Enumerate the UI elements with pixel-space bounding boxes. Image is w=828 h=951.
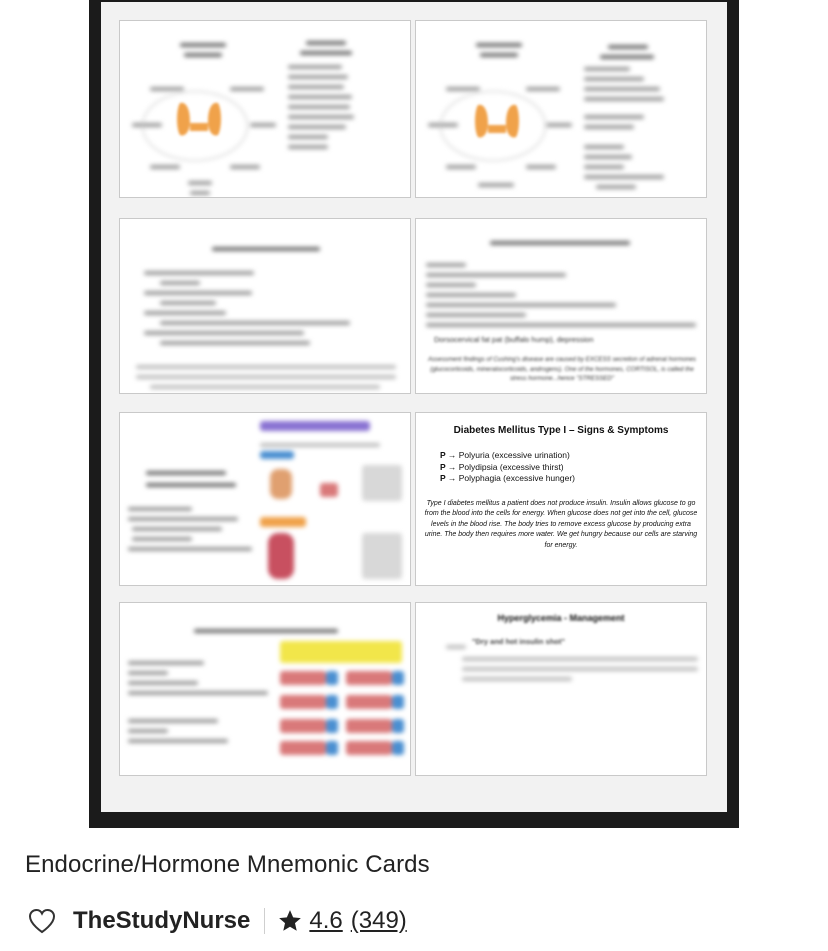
divider: [264, 908, 265, 934]
card-title: Hyperglycemia - Management: [497, 613, 625, 623]
listing-preview-image[interactable]: [89, 0, 739, 828]
card-paragraph: Type I diabetes mellitus a patient does not produce insulin. Insulin allows glucose to go from the blood into the cells for energy. When glucose does not get into the cell, glucose levels in the blood rise. The body tries to remove excess glucose by producing extra urine. The body then requires more water. We get hungry because our cells are starving for energy.: [424, 499, 698, 549]
card-cushing-syndrome: [415, 218, 707, 394]
listing-title[interactable]: Endocrine/Hormone Mnemonic Cards: [25, 851, 430, 878]
heart-outline-icon: [27, 907, 57, 935]
rating-value[interactable]: 4.6: [309, 907, 343, 934]
flashcard-sheet: [101, 2, 727, 812]
symptom-list: [440, 450, 706, 485]
card-diabetes-type1: [415, 412, 707, 586]
favorite-button[interactable]: [25, 904, 59, 938]
card-hyperglycemia: [415, 602, 707, 776]
review-count-link[interactable]: (349): [350, 907, 407, 934]
cushing-caption: Assessment findings of Cushing's disease are caused by EXCESS secretion of adrenal hormones (glucocorticoids, mineralocorticoids, androgens). One of the hormones, CORTISOL, is called the stress hormone...hence "STRESSED": [427, 356, 697, 382]
card-adrenal-hormones: [119, 218, 411, 394]
card-thyroid-hormones: [119, 20, 411, 198]
listing-meta: [25, 903, 407, 939]
shop-name-link[interactable]: TheStudyNurse: [73, 907, 251, 934]
symptom-item: P → Polyuria (excessive urination): [440, 450, 570, 460]
symptom-item: P → Polyphagia (excessive hunger): [440, 473, 575, 483]
card-diabetes-pathophysiology: [119, 412, 411, 586]
cushing-partial-line: Dorsocervical fat pat (buffalo hump), depression: [434, 335, 594, 344]
card-thyroid-hormones-2: [415, 20, 707, 198]
symptom-item: P → Polydipsia (excessive thirst): [440, 461, 564, 472]
star-icon: [277, 908, 303, 934]
card-title: Diabetes Mellitus Type I – Signs & Symptoms: [453, 425, 669, 436]
mnemonic-line: "Dry and hot insulin shot": [472, 637, 565, 646]
card-dka-treatment: [119, 602, 411, 776]
